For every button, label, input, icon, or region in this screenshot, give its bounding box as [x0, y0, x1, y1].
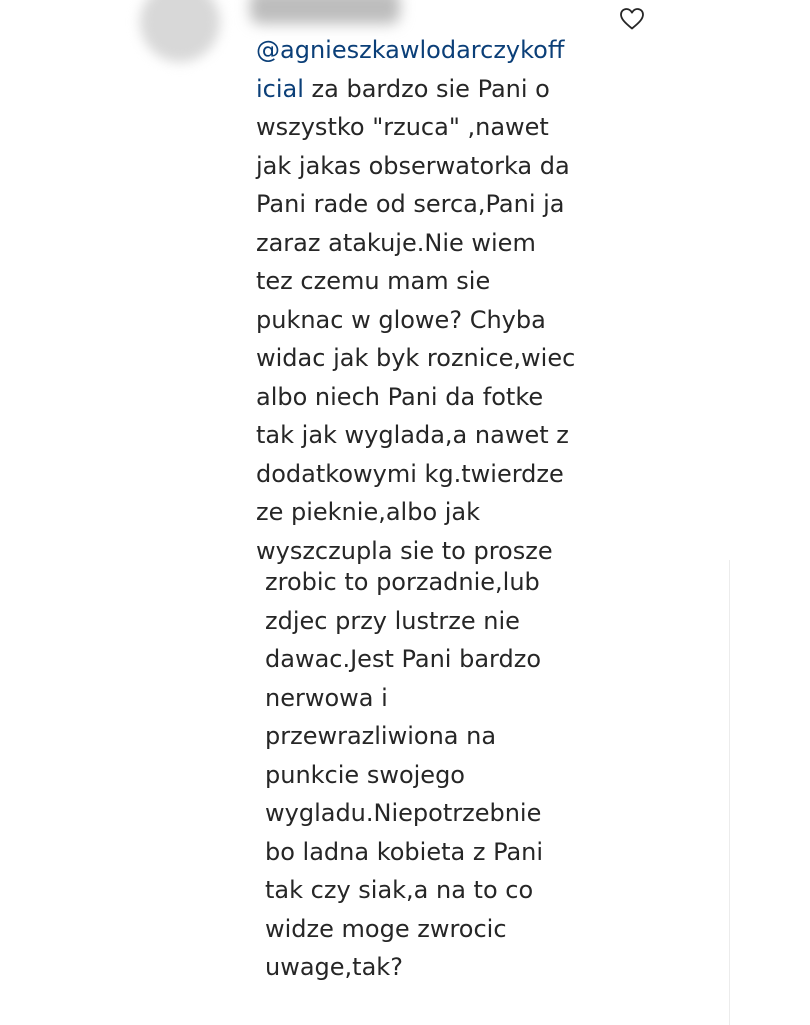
comment-line: ze pieknie,albo jak [256, 498, 481, 526]
comment-line: tak czy siak,a na to co [265, 876, 534, 904]
comment-line: wszystko "rzuca" ,nawet [256, 113, 549, 141]
comment-line: przewrazliwiona na [265, 722, 497, 750]
comment-line: Pani rade od serca,Pani ja [256, 190, 565, 218]
comment-line: nerwowa i [265, 683, 388, 712]
comment-line: puknac w glowe? Chyba [256, 305, 546, 334]
comment-line: widac jak byk roznice,wiec [256, 344, 576, 372]
comment-text [256, 31, 575, 570]
comment-line: za bardzo sie Pani o [303, 74, 550, 103]
mention-link-continued[interactable]: icial [256, 74, 304, 103]
comment-text-continued [265, 563, 543, 987]
comment-line: wyszczupla sie to prosze [256, 536, 553, 565]
comment-line: zaraz atakuje.Nie wiem [256, 228, 536, 257]
comment-line: jak jakas obserwatorka da [256, 151, 570, 180]
comment-line: zrobic to porzadnie,lub [265, 568, 540, 596]
comment-line: uwage,tak? [265, 953, 403, 981]
comment-line: albo niech Pani da fotke [256, 382, 544, 411]
comment-line: dodatkowymi kg.twierdze [256, 459, 564, 488]
comment-line: dawac.Jest Pani bardzo [265, 645, 541, 673]
avatar[interactable] [140, 0, 220, 62]
comment-line: tez czemu mam sie [256, 267, 491, 295]
comment-line: punkcie swojego [265, 760, 465, 789]
comment-line: tak jak wyglada,a nawet z [256, 421, 569, 449]
comment-line: bo ladna kobieta z Pani [265, 837, 544, 866]
divider [729, 560, 730, 1025]
heart-icon[interactable] [619, 7, 645, 31]
comment-line: wygladu.Niepotrzebnie [265, 799, 542, 827]
comment-line: widze moge zwrocic [265, 914, 507, 943]
mention-link[interactable]: @agnieszkawlodarczykoff [256, 36, 565, 64]
username-redacted[interactable] [250, 0, 400, 24]
comment-line: zdjec przy lustrze nie [265, 606, 520, 635]
